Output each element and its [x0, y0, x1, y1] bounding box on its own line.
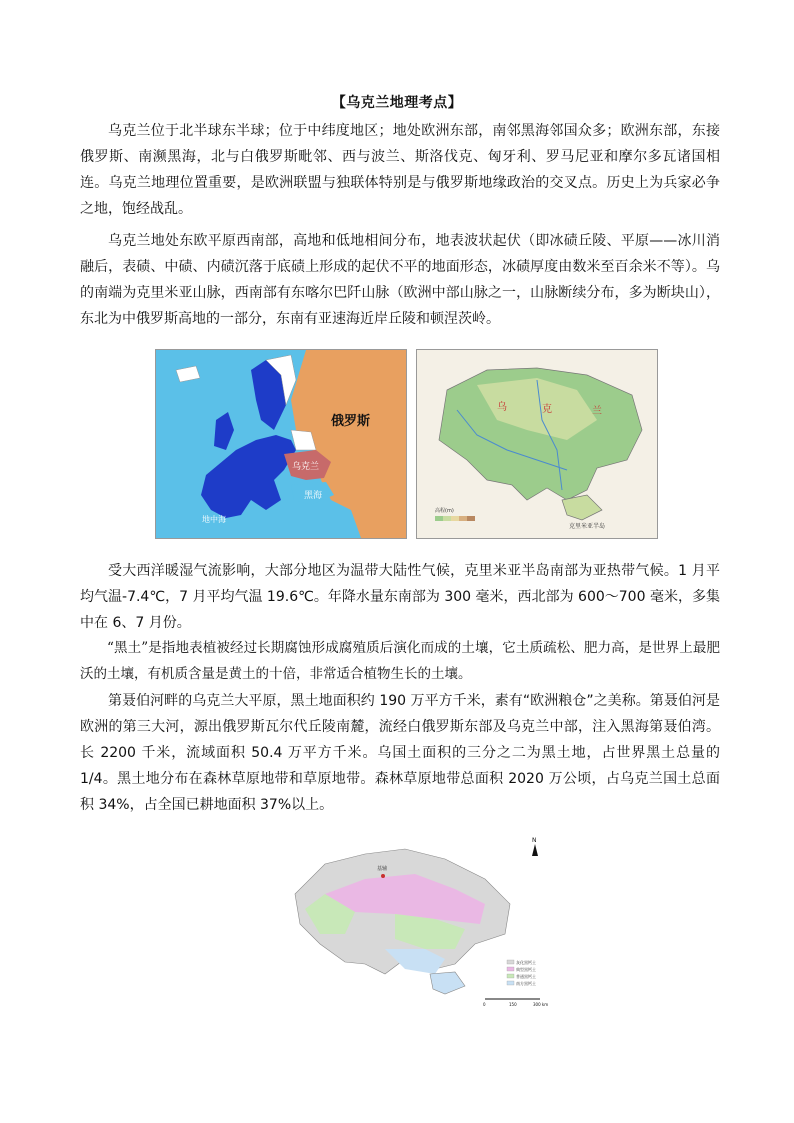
ukraine-relief-map-figure [416, 349, 658, 539]
svg-text:300 km: 300 km [533, 1002, 549, 1007]
svg-text:0: 0 [483, 1002, 486, 1007]
soil-map-figure [285, 834, 555, 1010]
label-char-1: 乌 [497, 402, 507, 413]
elevation-legend [435, 516, 475, 521]
scale-bar [483, 999, 548, 1007]
label-russia: 俄罗斯 [331, 414, 371, 429]
label-crimea: 克里米亚半岛 [569, 523, 606, 530]
label-ukraine: 乌克兰 [292, 462, 320, 472]
north-arrow-icon [532, 837, 538, 856]
legend-item: 南方黑钙土 [516, 981, 536, 986]
europe-map [156, 350, 406, 538]
paragraph-dnieper: 第聂伯河畔的乌克兰大平原，黑土地面积约 190 万平方千米，素有“欧洲粮仓”之美称。第聂伯河是欧洲的第三大河，源出俄罗斯瓦尔代丘陵南麓，流经白俄罗斯东部及乌克兰中部，注入黑海第聂伯湾。长 2200 千米，流域面积 50.4 万平方千米。乌国土面积的三分之二为黑土地，占世界黑土总量的 1/4。黑土地分布在森林草原地带和草原地带。森林草原地带总面积 2020 万公顷，占乌克兰国土总面积 34%，占全国已耕地面积 37%以上。 [80, 693, 720, 813]
label-mediterranean: 地中海 [202, 515, 226, 524]
europe-map-figure [155, 349, 407, 539]
paragraph-location: 乌克兰位于北半球东半球；位于中纬度地区；地处欧洲东部，南邻黑海邻国众多；欧洲东部，东接俄罗斯、南濒黑海，北与白俄罗斯毗邻、西与波兰、斯洛伐克、匈牙利、罗马尼亚和摩尔多瓦诸国相连。乌克兰地理位置重要，是欧洲联盟与独联体特别是与俄罗斯地缘政治的交叉点。历史上为兵家必争之地，饱经战乱。 [80, 123, 720, 217]
label-char-3: 兰 [592, 406, 602, 417]
legend-item: 典型黑钙土 [516, 967, 536, 972]
svg-text:150: 150 [509, 1002, 517, 1007]
label-black-sea: 黑海 [304, 491, 323, 501]
paragraph-black-soil-definition: “黑土”是指地表植被经过长期腐蚀形成腐殖质后演化而成的土壤，它土质疏松、肥力高，是世界上最肥沃的土壤，有机质含量是黄土的十倍，非常适合植物生长的土壤。 [80, 640, 720, 682]
label-char-2: 克 [542, 404, 552, 415]
svg-text:N: N [532, 837, 537, 844]
paragraph-climate: 受大西洋暖湿气流影响，大部分地区为温带大陆性气候，克里米亚半岛南部为亚热带气候。1 月平均气温-7.4℃，7 月平均气温 19.6℃。年降水量东南部为 300 毫米，西北部为 600～700 毫米，多集中在 6、7 月份。 [80, 563, 720, 631]
soil-legend [507, 959, 536, 986]
city-label: 基辅 [377, 866, 388, 872]
legend-title: 高程(m) [435, 508, 454, 514]
ukraine-relief-map [417, 350, 657, 538]
paragraph-terrain: 乌克兰地处东欧平原西南部，高地和低地相间分布，地表波状起伏（即冰碛丘陵、平原——冰川消融后，表碛、中碛、内碛沉落于底碛上形成的起伏不平的地面形态，冰碛厚度由数米至百余米不等）。乌的南端为克里米亚山脉，西南部有东喀尔巴阡山脉（欧洲中部山脉之一，山脉断续分布，多为断块山），东北为中俄罗斯高地的一部分，东南有亚速海近岸丘陵和顿涅茨岭。 [80, 233, 720, 327]
document-title: 【乌克兰地理考点】 [331, 95, 463, 111]
kyiv-marker-icon [381, 874, 385, 878]
legend-item: 普通黑钙土 [516, 974, 536, 979]
legend-item: 灰化黑钙土 [516, 960, 536, 965]
soil-map [285, 834, 555, 1010]
